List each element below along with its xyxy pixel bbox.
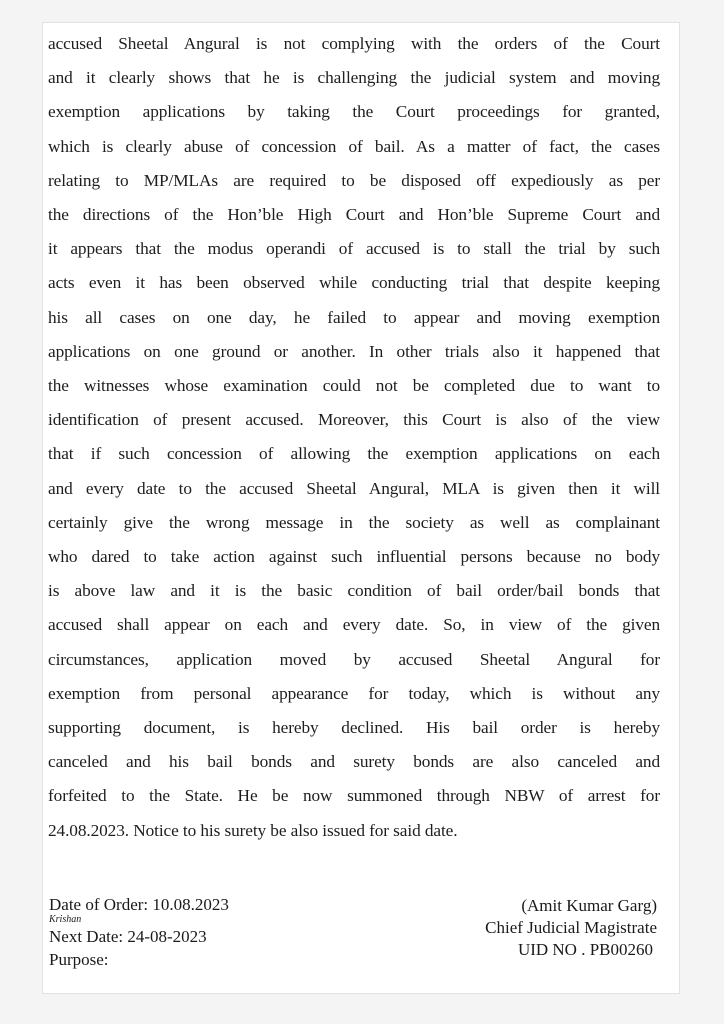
order-dates-block — [49, 893, 229, 971]
order-text-line: that if such concession of allowing the exemption applications on each — [48, 444, 660, 464]
signatory-name: (Amit Kumar Garg) — [521, 896, 657, 915]
order-text-line: accused Sheetal Angural is not complying with the orders of the Court — [48, 34, 660, 53]
order-text-line: exemption applications by taking the Court proceedings for granted, — [48, 102, 660, 122]
order-text-line: and it clearly shows that he is challenging the judicial system and moving — [48, 68, 660, 88]
order-text-line: certainly give the wrong message in the society as well as complainant — [48, 512, 660, 532]
order-text-line: which is clearly abuse of concession of bail. As a matter of fact, the cases — [48, 136, 660, 156]
order-text-line: exemption from personal appearance for today, which is without any — [48, 683, 660, 703]
signature-block — [485, 895, 657, 961]
order-text-line: and every date to the accused Sheetal Angural, MLA is given then it will — [48, 478, 660, 498]
order-text-line: identification of present accused. Moreover, this Court is also of the view — [48, 410, 660, 430]
signatory-title: Chief Judicial Magistrate — [485, 918, 657, 937]
order-text-line: applications on one ground or another. In other trials also it happened that — [48, 341, 660, 361]
next-date: Next Date: 24-08-2023 — [49, 927, 207, 946]
order-text-line: his all cases on one day, he failed to appear and moving exemption — [48, 307, 660, 327]
order-text-line: supporting document, is hereby declined. His bail order is hereby — [48, 718, 660, 738]
purpose-label: Purpose: — [49, 950, 109, 969]
order-text-line: circumstances, application moved by accused Sheetal Angural for — [48, 649, 660, 669]
signatory-uid: UID NO . PB00260 — [517, 940, 653, 959]
order-page — [42, 22, 680, 994]
order-text-line: the witnesses whose examination could not be completed due to want to — [48, 376, 660, 396]
order-text-line: it appears that the modus operandi of accused is to stall the trial by such — [48, 239, 660, 259]
order-text-line: forfeited to the State. He be now summoned through NBW of arrest for — [48, 786, 660, 806]
date-of-order: Date of Order: 10.08.2023 — [49, 895, 229, 914]
clerk-initials: Krishan — [49, 914, 82, 925]
order-text-line: the directions of the Hon’ble High Court and Hon’ble Supreme Court and — [48, 205, 660, 225]
order-text-line: is above law and it is the basic condition of bail order/bail bonds that — [48, 581, 660, 601]
order-text-line: relating to MP/MLAs are required to be disposed off expediously as per — [48, 170, 660, 190]
order-text-line: who dared to take action against such influential persons because no body — [48, 547, 660, 567]
order-text-line: accused shall appear on each and every date. So, in view of the given — [48, 615, 660, 635]
order-body-text — [48, 27, 660, 848]
order-text-line: 24.08.2023. Notice to his surety be also issued for said date. — [48, 820, 458, 840]
order-text-line: acts even it has been observed while conducting trial that despite keeping — [48, 273, 660, 293]
order-text-line: canceled and his bail bonds and surety bonds are also canceled and — [48, 752, 660, 772]
